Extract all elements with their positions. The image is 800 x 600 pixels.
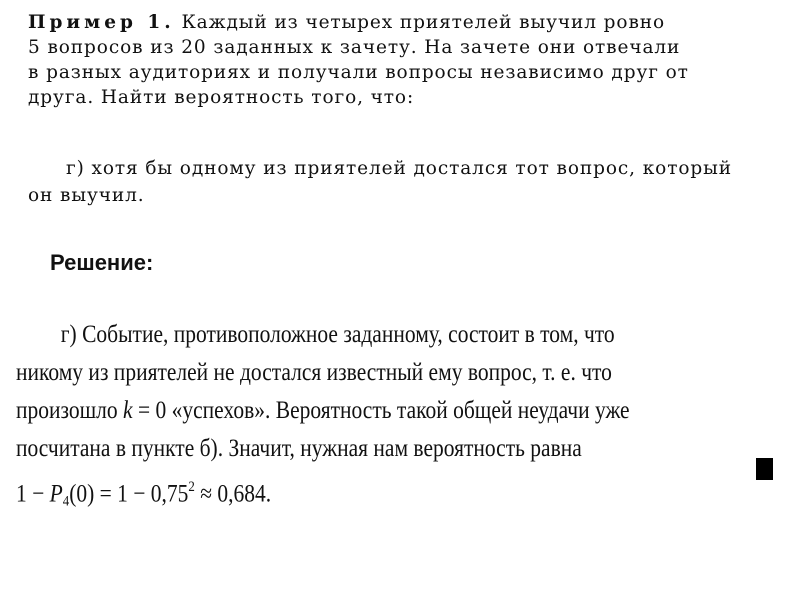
formula-part-3: ≈ 0,684. (194, 480, 272, 508)
formula-subscript: 4 (62, 493, 70, 510)
variable-k: k (123, 397, 133, 424)
problem-statement (28, 10, 776, 110)
formula-part-1: 1 − (16, 480, 50, 508)
example-label: Пример 1. (28, 12, 175, 33)
solution-line-4: посчитана в пункте б). Значит, нужная нам вероятность равна (16, 435, 582, 462)
problem-line-4: друга. Найти вероятность того, что: (28, 87, 415, 108)
problem-line-2: 5 вопросов из 20 заданных к зачету. На зачете они отвечали (28, 37, 681, 58)
solution-line-3-end: = 0 «успехов». Вероятность такой общей неудачи уже (132, 397, 630, 424)
solution-formula (16, 468, 673, 520)
part-g-line-2: он выучил. (28, 185, 145, 206)
problem-line-3: в разных аудиториях и получали вопросы независимо друг от (28, 62, 689, 83)
formula-symbol-p: P (49, 480, 63, 508)
solution-line-3-start: произошло (16, 397, 124, 424)
part-g-line-1: г) хотя бы одному из приятелей достался тот вопрос, который (66, 158, 732, 179)
formula-superscript: 2 (188, 479, 195, 495)
solution-heading: Решение: (50, 250, 154, 275)
solution-line-3 (16, 392, 673, 430)
problem-line-1 (28, 10, 776, 35)
solution-line-2: никому из приятелей не достался известный ему вопрос, т. е. что (16, 359, 612, 386)
problem-part-g (28, 155, 776, 209)
formula-part-2: (0) = 1 − 0,75 (69, 480, 189, 508)
problem-text-1: Каждый из четырех приятелей выучил ровно (181, 12, 666, 33)
solution-line-1: г) Событие, противоположное заданному, состоит в том, что (60, 321, 615, 348)
end-of-proof-square-icon (756, 458, 773, 480)
solution-text (16, 316, 673, 520)
